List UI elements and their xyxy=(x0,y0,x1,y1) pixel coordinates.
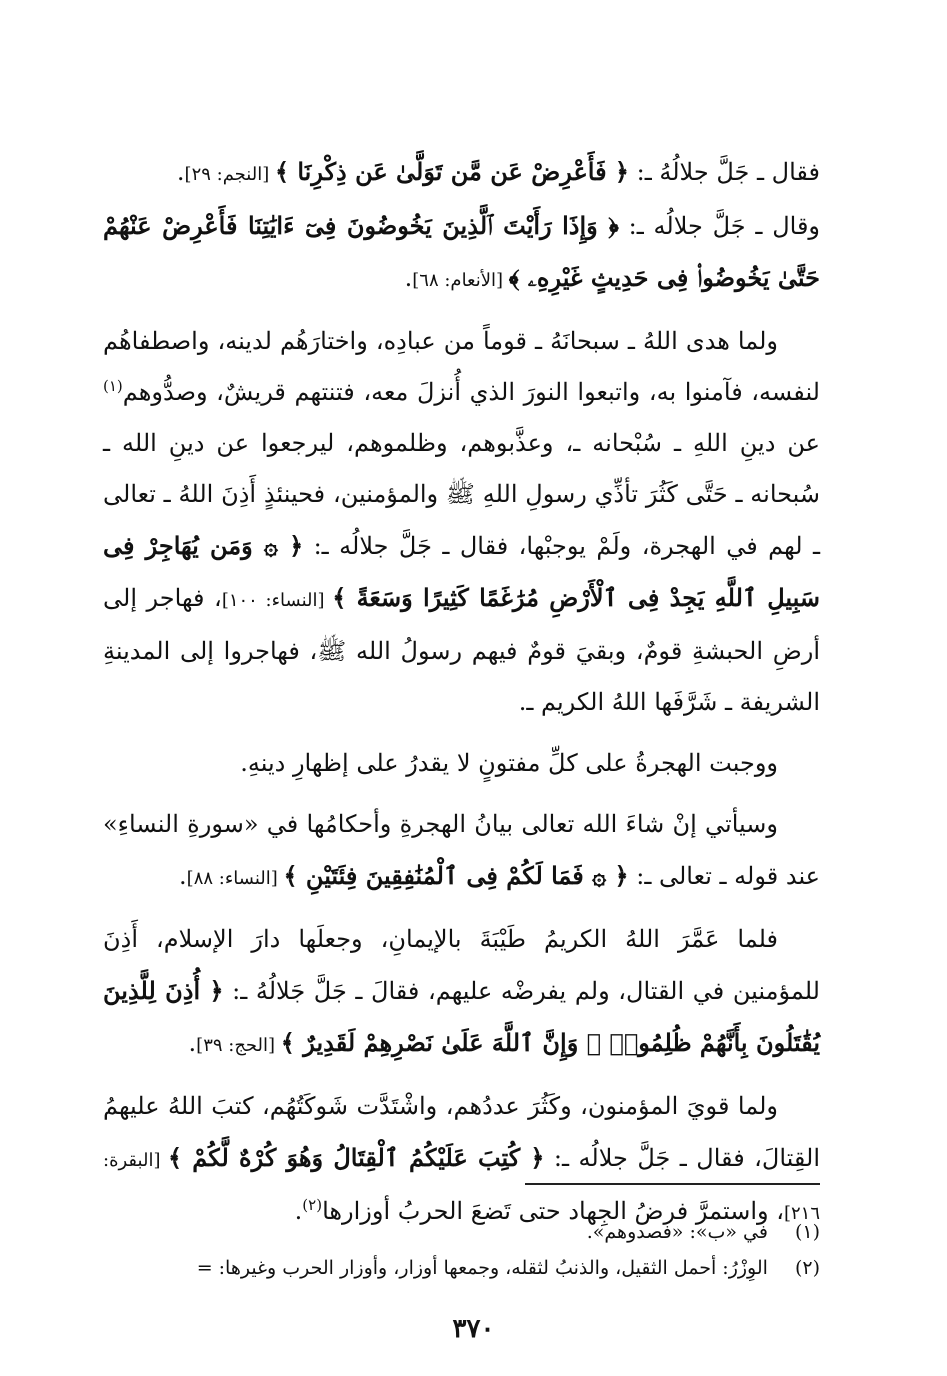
text-run: ووجبت الهجرةُ على كلِّ مفتونٍ لا يقدرُ على إظهارِ دينهِ. xyxy=(240,749,778,777)
quran-verse: ﴿ أُذِنَ لِلَّذِينَ يُقَٰتَلُونَ بِأَنَّهُمْ ظُلِمُوا۟ ۚ وَإِنَّ ٱللَّهَ عَلَىٰ نَصْرِهِمْ لَقَدِيرٌ ﴾ xyxy=(103,976,820,1057)
main-text xyxy=(103,146,820,1239)
quran-verse: ﴿ ۞ فَمَا لَكُمْ فِى ٱلْمُنَٰفِقِينَ فِئَتَيْنِ ﴾ xyxy=(283,861,629,890)
text-run: فلما عَمَّرَ اللهُ الكريمُ طَيْبَةَ بالإيمانِ، وجعلَها دارَ الإسلام، أَذِنَ للمؤمنين في القتال، ولم يفرضْه عليهم، فقالَ ـ جَلَّ جَلالُهُ ـ: xyxy=(103,925,820,1005)
verse-reference: [البقرة: ٢١٦] xyxy=(103,1150,820,1224)
footnotes xyxy=(103,1214,820,1286)
text-run: . xyxy=(188,1029,197,1057)
footnote-text: في «ب»: «فصدوهم». xyxy=(586,1221,768,1243)
verse-reference: [النساء: ١٠٠] xyxy=(221,590,333,611)
footnote-number: (١) xyxy=(794,1221,820,1243)
quran-verse: ﴿ وَإِذَا رَأَيْتَ ٱلَّذِينَ يَخُوضُونَ فِىٓ ءَايَٰتِنَا فَأَعْرِضْ عَنْهُمْ حَتَّىٰ يَخُوضُوا۟ فِى حَدِيثٍ غَيْرِهِۦ ﴾ xyxy=(103,211,820,292)
quran-verse: ﴿ كُتِبَ عَلَيْكُمُ ٱلْقِتَالُ وَهُوَ كُرْهٌ لَّكُمْ ﴾ xyxy=(168,1143,545,1172)
paragraph xyxy=(103,316,820,728)
paragraph xyxy=(103,799,820,904)
text-run: وقال ـ جَلَّ جلالُه ـ: xyxy=(618,212,821,240)
text-run: فقال ـ جَلَّ جلالُهُ ـ: xyxy=(628,158,820,186)
paragraph xyxy=(103,914,820,1071)
verse-reference: [النساء: ٨٨] xyxy=(186,868,284,889)
text-run: ولما هدى اللهُ ـ سبحانَهُ ـ قوماً من عبادِه، واختارَهُم لدينه، واصطفاهُم لنفسه، فآمنوا به، واتبعوا النورَ الذي أُنزلَ معه، فتنتهم قريشٌ، وصدُّوهم xyxy=(103,327,820,406)
paragraph xyxy=(103,146,820,200)
paragraph xyxy=(103,200,820,306)
footnote-marker: (١) xyxy=(103,377,123,395)
footnote-separator xyxy=(525,1183,820,1185)
footnote-marker: (٢) xyxy=(302,1196,323,1214)
footnote xyxy=(103,1250,820,1286)
page-number: ٣٧٠ xyxy=(452,1314,495,1344)
verse-reference: [الحج: ٣٩] xyxy=(196,1035,281,1056)
quran-verse: ﴿ ۞ وَمَن يُهَاجِرْ فِى سَبِيلِ ٱللَّهِ يَجِدْ فِى ٱلْأَرْضِ مُرَٰغَمًا كَثِيرًا وَسَعَةً ﴾ xyxy=(103,531,821,612)
verse-reference: [الأنعام: ٦٨] xyxy=(412,270,509,291)
footnote-text: الوِزْرُ: أحمل الثقيل، والذنبُ لثقله، وجمعها أوزار، وأوزار الحرب وغيرها: = xyxy=(196,1257,768,1279)
quran-verse: ﴿ فَأَعْرِضْ عَن مَّن تَوَلَّىٰ عَن ذِكْرِنَا ﴾ xyxy=(274,157,629,186)
footnote xyxy=(103,1214,820,1250)
text-run: . xyxy=(179,862,187,890)
text-run: عن دينِ اللهِ ـ سُبْحانه ـ، وعذَّبوهم، وظلموهم، ليرجعوا عن دينِ الله ـ سُبحانه ـ حَتَّى كَثُرَ تأذِّي رسولِ اللهِ ﷺ والمؤمنين، فحينئذٍ أَذِنَ اللهُ ـ تعالى ـ لهم في الهجرة، ولَمْ يوجبْها، فقال ـ جَلَّ جلالُه ـ: xyxy=(103,429,820,560)
footnote-number: (٢) xyxy=(794,1257,820,1279)
text-run: . xyxy=(404,264,413,292)
verse-reference: [النجم: ٢٩] xyxy=(184,164,275,185)
text-run: ولما قويَ المؤمنون، وكَثُرَ عددُهم، واشْتَدَّت شَوكَتُهُم، كتبَ اللهُ عليهمُ القِتالَ، فقال ـ جَلَّ جلالُه ـ: xyxy=(103,1092,820,1172)
text-run: . xyxy=(294,1197,303,1225)
text-run: ، واستمرَّ فرضُ الجِهاد حتى تَضعَ الحربُ أوزارها xyxy=(322,1197,784,1225)
paragraph xyxy=(103,738,820,789)
text-run: ، فهاجر إلى أرضِ الحبشةِ قومٌ، وبقيَ قومٌ فيهم رسولُ الله ﷺ، فهاجروا إلى المدينةِ الشريفة ـ شَرَّفَها اللهُ الكريم ـ. xyxy=(103,584,821,716)
text-run: وسيأتي إنْ شاءَ الله تعالى بيانُ الهجرةِ وأحكامُها في «سورةِ النساءِ» عند قوله ـ تعالى ـ: xyxy=(103,810,820,890)
text-run: . xyxy=(176,158,185,186)
